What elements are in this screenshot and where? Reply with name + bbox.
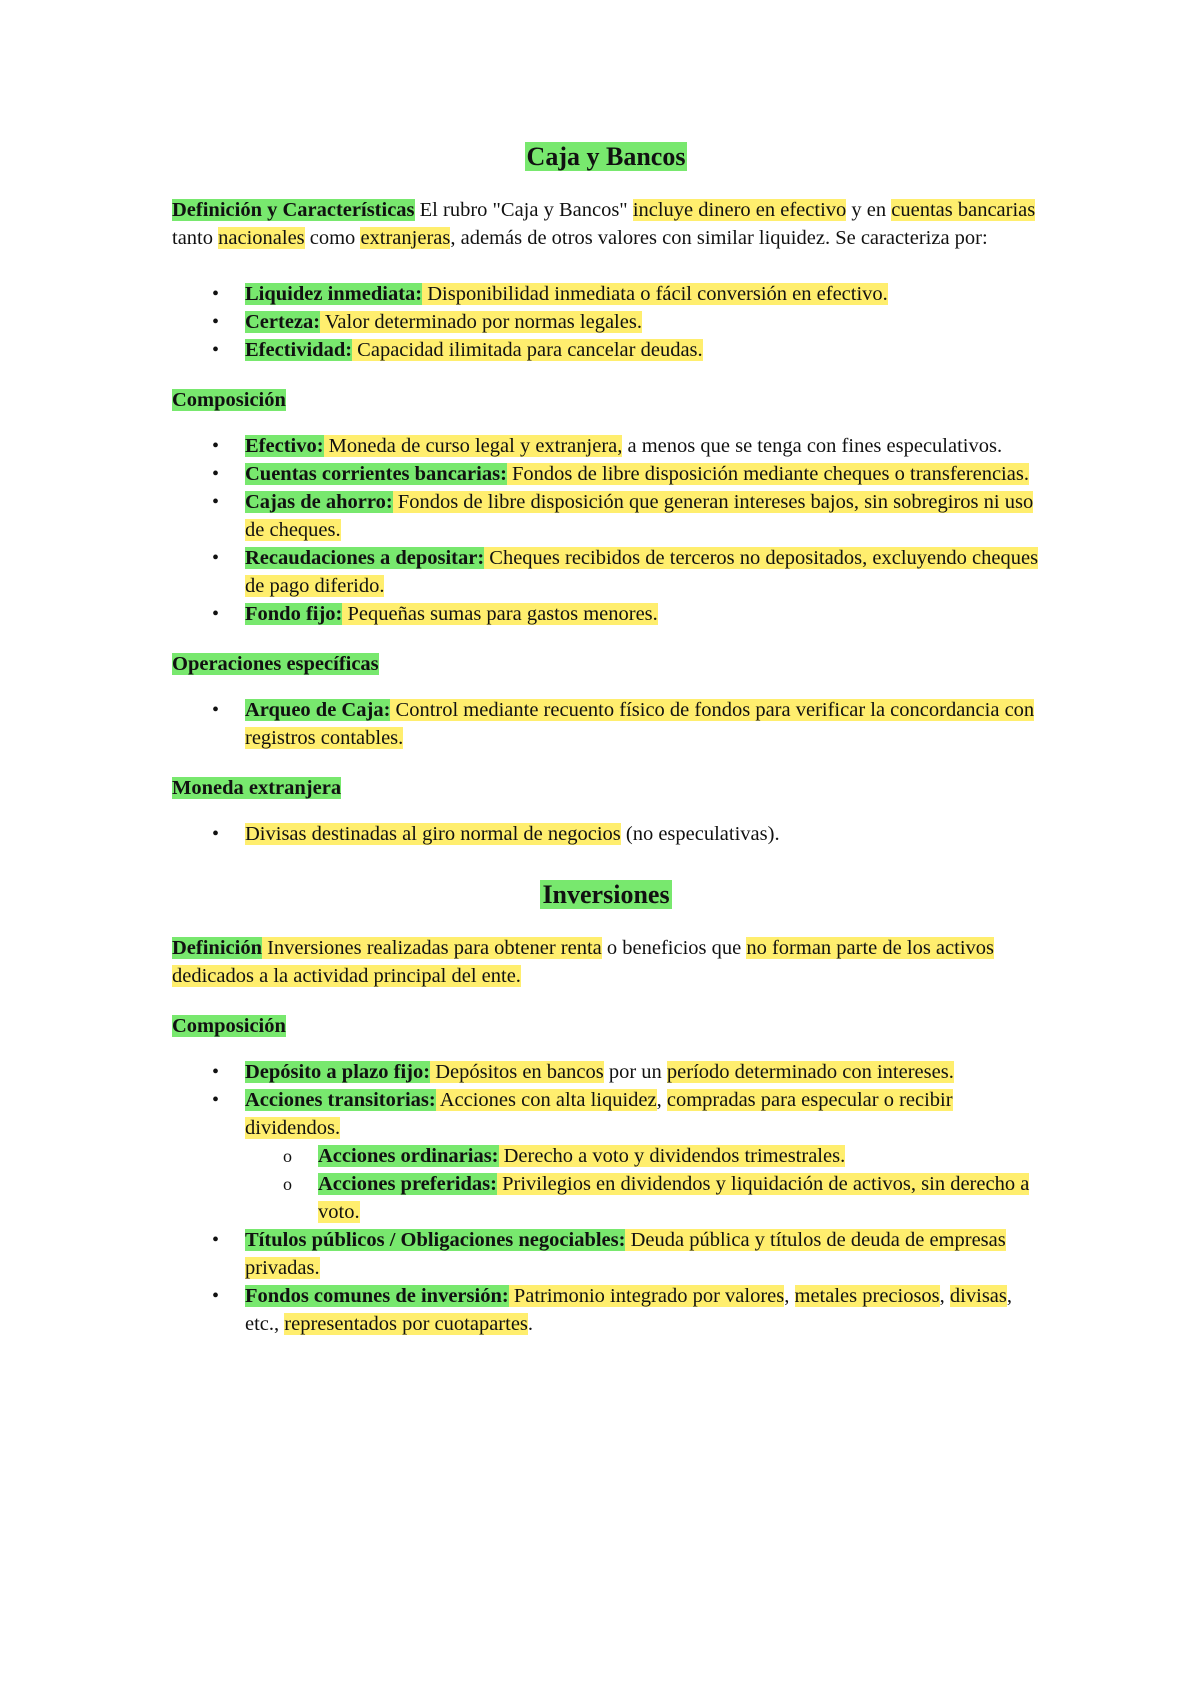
list-item: • Cuentas corrientes bancarias: Fondos de libre disposición mediante cheques o transferencias.: [172, 460, 1040, 488]
list-item: • Depósito a plazo fijo: Depósitos en bancos por un período determinado con intereses.: [172, 1058, 1040, 1086]
moneda-heading: Moneda extranjera: [172, 777, 342, 799]
list-item: • Acciones transitorias: Acciones con alta liquidez, compradas para especular o recibir dividendos. o Acciones ordinarias: Derecho a voto y dividendos trimestrales. o Acciones preferidas: Privilegios en dividendos y liquidación de activos, sin derecho a voto.: [172, 1086, 1040, 1226]
inversiones-list: [172, 1058, 1040, 1338]
list-item: • Arqueo de Caja: Control mediante recuento físico de fondos para verificar la concordancia con registros contables.: [172, 696, 1040, 752]
inversiones-definition: Definición Inversiones realizadas para obtener renta o beneficios que no forman parte de los activos dedicados a la actividad principal del ente.: [172, 937, 994, 987]
definition-label: Definición y Características: [172, 199, 415, 221]
operaciones-heading: Operaciones específicas: [172, 653, 379, 675]
sub-list-item: o Acciones ordinarias: Derecho a voto y dividendos trimestrales.: [245, 1142, 1040, 1170]
list-item: • Efectividad: Capacidad ilimitada para cancelar deudas.: [172, 336, 1040, 364]
inversiones-composicion-heading: Composición: [172, 1015, 286, 1037]
features-list: [172, 280, 1040, 364]
list-item: • Fondos comunes de inversión: Patrimonio integrado por valores, metales preciosos, divisas, etc., representados por cuotapartes.: [172, 1282, 1040, 1338]
list-item: • Fondo fijo: Pequeñas sumas para gastos menores.: [172, 600, 1040, 628]
list-item: • Liquidez inmediata: Disponibilidad inmediata o fácil conversión en efectivo.: [172, 280, 1040, 308]
list-item: • Títulos públicos / Obligaciones negociables: Deuda pública y títulos de deuda de empresas privadas.: [172, 1226, 1040, 1282]
sub-list-item: o Acciones preferidas: Privilegios en dividendos y liquidación de activos, sin derecho a voto.: [245, 1170, 1040, 1226]
section-title-caja-bancos: Caja y Bancos: [526, 142, 686, 171]
composicion-heading: Composición: [172, 389, 286, 411]
list-item: • Recaudaciones a depositar: Cheques recibidos de terceros no depositados, excluyendo cheques de pago diferido.: [172, 544, 1040, 600]
operaciones-list: [172, 696, 1040, 752]
list-item: • Cajas de ahorro: Fondos de libre disposición que generan intereses bajos, sin sobregiros ni uso de cheques.: [172, 488, 1040, 544]
list-item: • Certeza: Valor determinado por normas legales.: [172, 308, 1040, 336]
list-item: • Efectivo: Moneda de curso legal y extranjera, a menos que se tenga con fines especulativos.: [172, 432, 1040, 460]
moneda-list: [172, 820, 1040, 848]
acciones-sublist: [245, 1142, 1040, 1226]
definition-paragraph: Definición y Características El rubro "Caja y Bancos" incluye dinero en efectivo y en cuentas bancarias tanto nacionales como extranjeras, además de otros valores con similar liquidez. Se caracteriza por:: [172, 199, 1036, 249]
list-item: • Divisas destinadas al giro normal de negocios (no especulativas).: [172, 820, 1040, 848]
composicion-list: [172, 432, 1040, 628]
section-title-inversiones: Inversiones: [542, 880, 670, 909]
